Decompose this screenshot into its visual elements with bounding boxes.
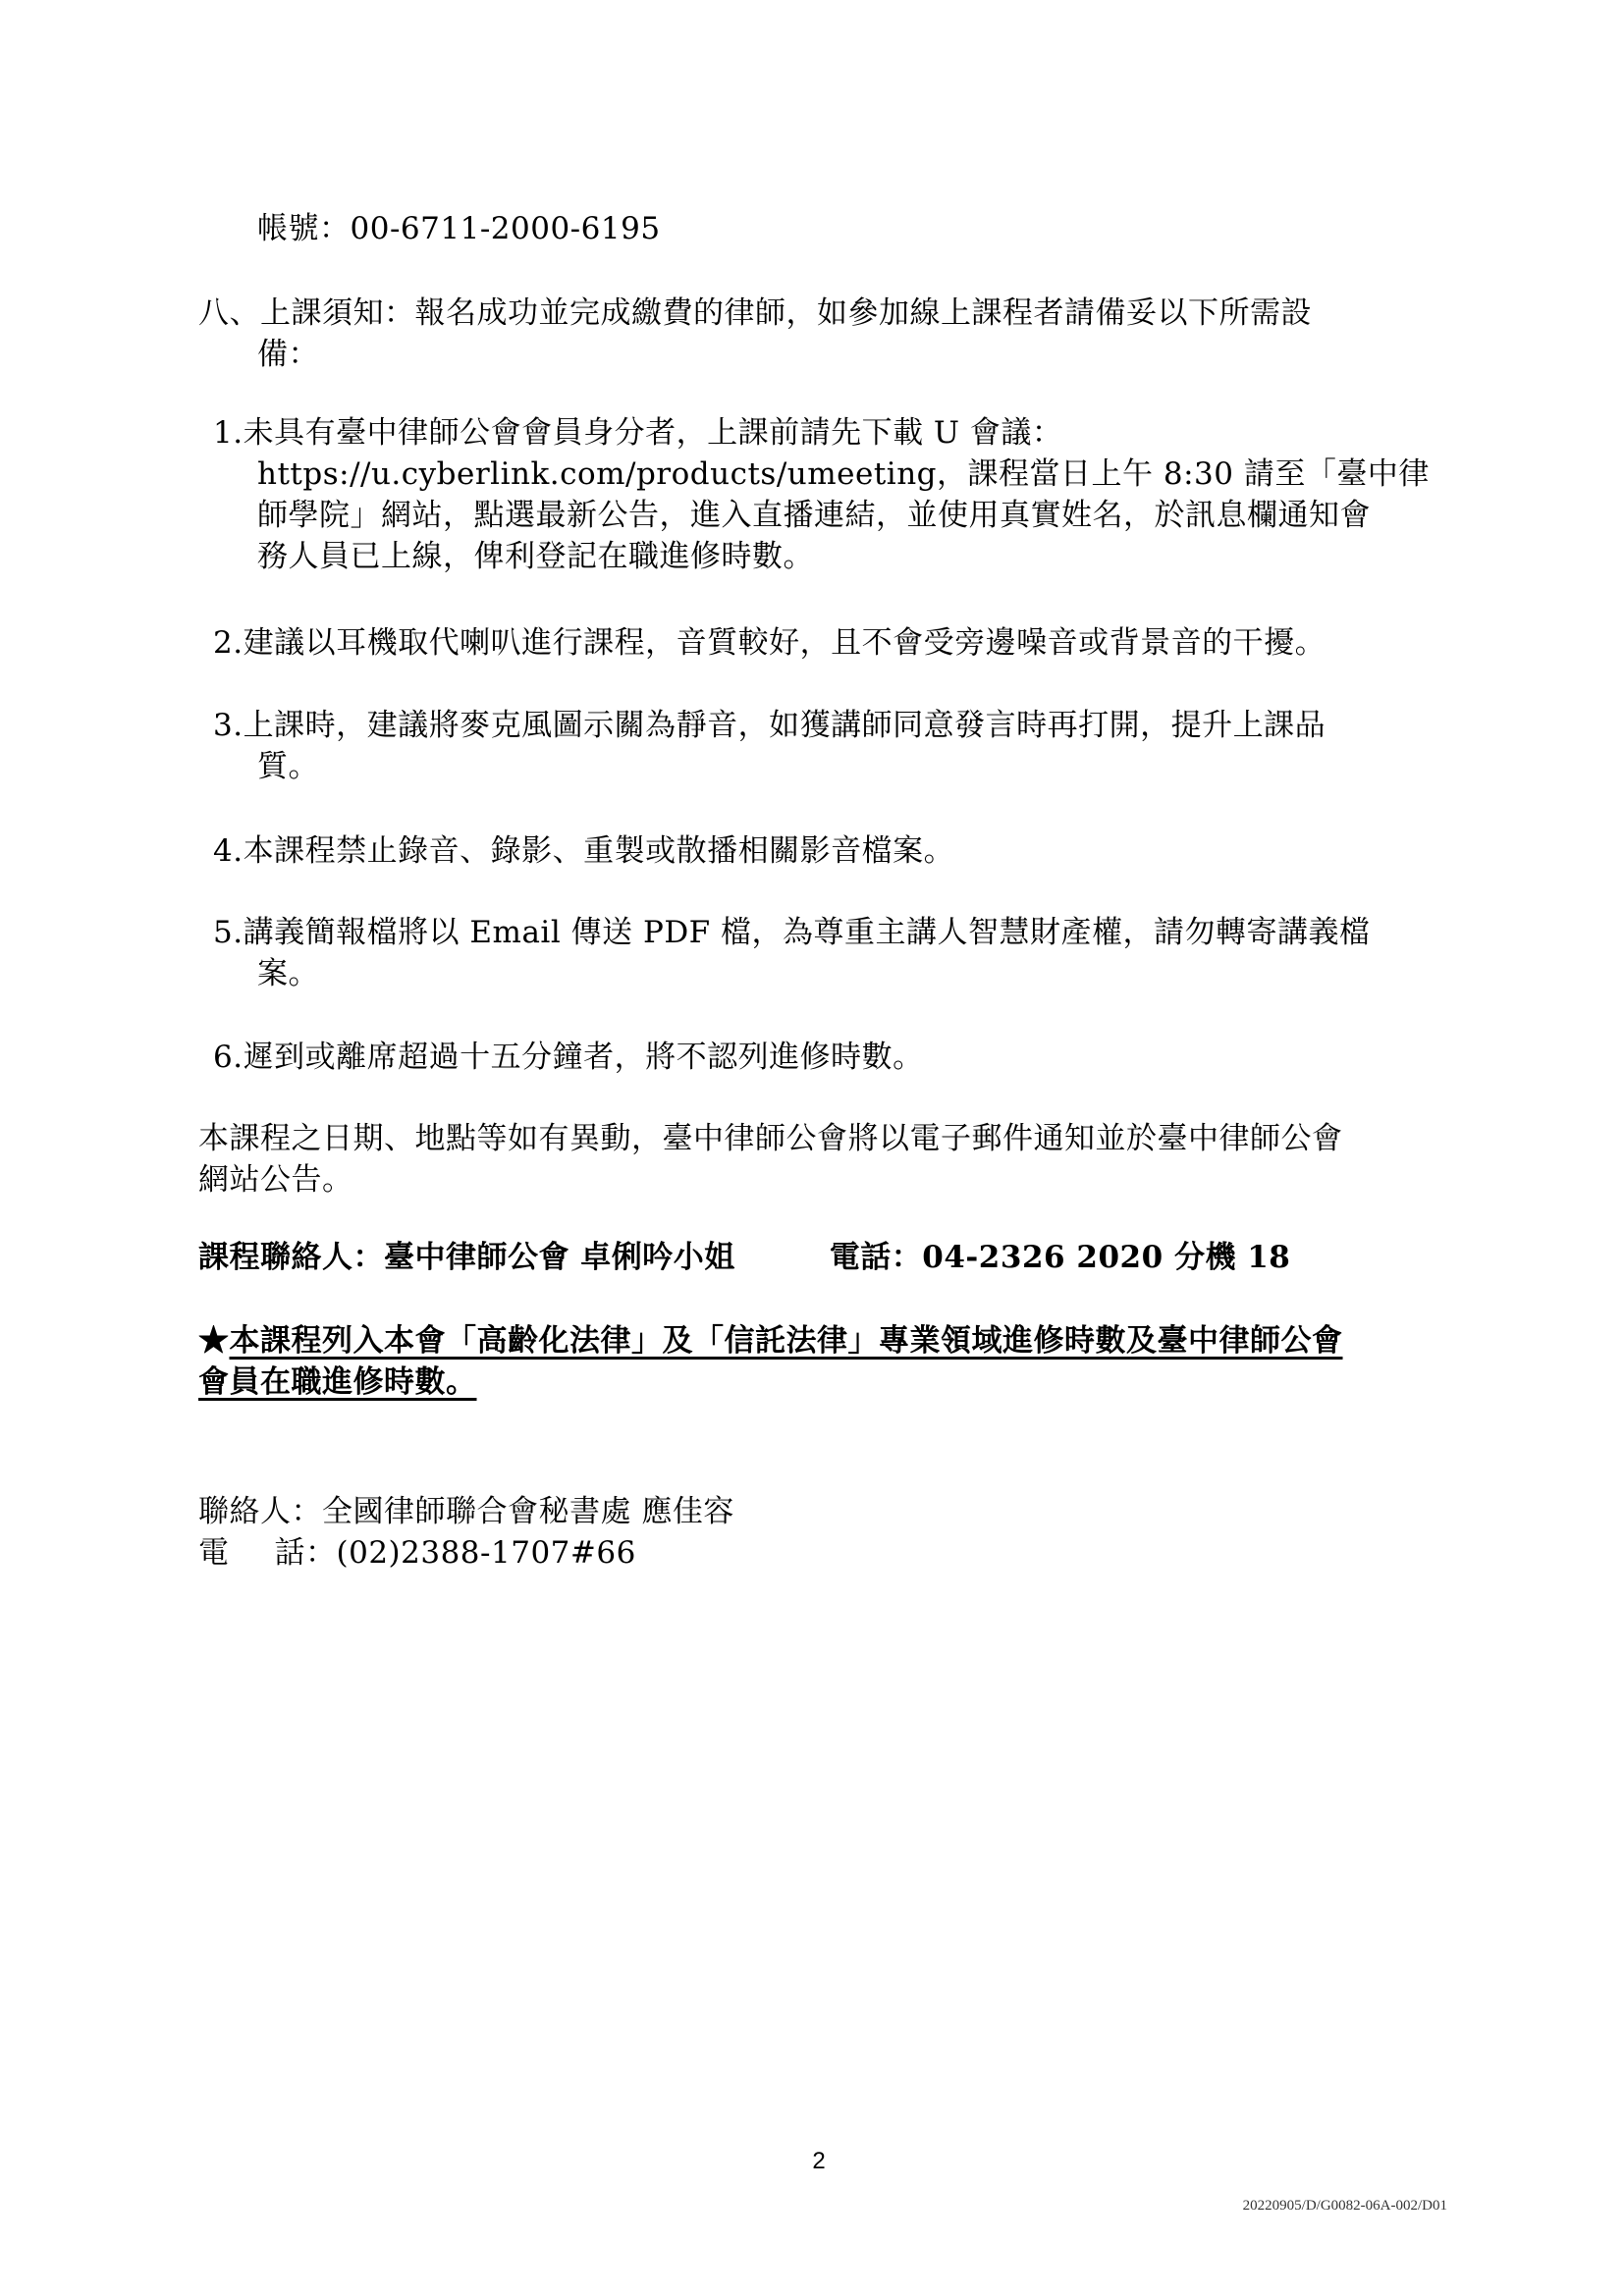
section-8-line-2: 備： xyxy=(257,337,319,372)
section-8-heading xyxy=(198,293,1312,375)
list-item-5-line-1: 5.講義簡報檔將以 Email 傳送 PDF 檔，為尊重主講人智慧財產權，請勿轉寄講義檔 xyxy=(213,915,1371,950)
star-icon: ★ xyxy=(198,1323,230,1359)
account-number: 帳號：00-6711-2000-6195 xyxy=(257,211,661,246)
list-item-1-line-1: 1.未具有臺中律師公會會員身分者，上課前請先下載 U 會議： xyxy=(213,415,1063,451)
course-contact xyxy=(198,1237,1290,1278)
list-item-1-line-3: 師學院」網站，點選最新公告，進入直播連結，並使用真實姓名，於訊息欄通知會 xyxy=(257,498,1371,533)
change-notice-line-1: 本課程之日期、地點等如有異動，臺中律師公會將以電子郵件通知並於臺中律師公會 xyxy=(198,1121,1343,1156)
list-item-1-line-2: https://u.cyberlink.com/products/umeeting，課程當日上午 8:30 請至「臺中律 xyxy=(257,456,1430,492)
federation-contact-phone: 電 話：(02)2388-1707#66 xyxy=(198,1535,636,1571)
list-item-3-line-1: 3.上課時，建議將麥克風圖示關為靜音，如獲講師同意發言時再打開，提升上課品 xyxy=(213,708,1326,743)
change-notice xyxy=(198,1118,1343,1201)
list-item-3 xyxy=(213,705,1326,787)
list-item-6-line-1: 6.遲到或離席超過十五分鐘者，將不認列進修時數。 xyxy=(213,1040,924,1075)
federation-contact xyxy=(198,1491,734,1574)
credit-statement xyxy=(198,1320,1343,1403)
list-item-4-line-1: 4.本課程禁止錄音、錄影、重製或散播相關影音檔案。 xyxy=(213,833,955,869)
list-item-4 xyxy=(213,830,954,872)
page-number: 2 xyxy=(812,2148,826,2174)
list-item-2-line-1: 2.建議以耳機取代喇叭進行課程，音質較好，且不會受旁邊噪音或背景音的干擾。 xyxy=(213,625,1326,661)
document-reference: 20220905/D/G0082-06A-002/D01 xyxy=(1242,2198,1447,2214)
list-item-6 xyxy=(213,1037,924,1078)
federation-contact-person: 聯絡人：全國律師聯合會秘書處 應佳容 xyxy=(198,1494,734,1529)
list-item-5 xyxy=(213,912,1371,994)
section-8-line-1: 八、上課須知：報名成功並完成繳費的律師，如參加線上課程者請備妥以下所需設 xyxy=(198,295,1312,331)
change-notice-line-2: 網站公告。 xyxy=(198,1162,353,1198)
list-item-2 xyxy=(213,622,1326,664)
credit-statement-line-2: 會員在職進修時數。 xyxy=(198,1364,477,1400)
list-item-5-line-2: 案。 xyxy=(257,956,319,991)
list-item-1 xyxy=(213,412,1430,577)
credit-statement-line-1: ★本課程列入本會「高齡化法律」及「信託法律」專業領域進修時數及臺中律師公會 xyxy=(198,1323,1343,1359)
course-contact-person: 課程聯絡人：臺中律師公會 卓俐吟小姐 xyxy=(198,1240,735,1275)
list-item-3-line-2: 質。 xyxy=(257,749,319,784)
list-item-1-line-4: 務人員已上線，俾利登記在職進修時數。 xyxy=(257,539,814,574)
course-contact-phone: 電話：04-2326 2020 分機 18 xyxy=(829,1240,1291,1275)
